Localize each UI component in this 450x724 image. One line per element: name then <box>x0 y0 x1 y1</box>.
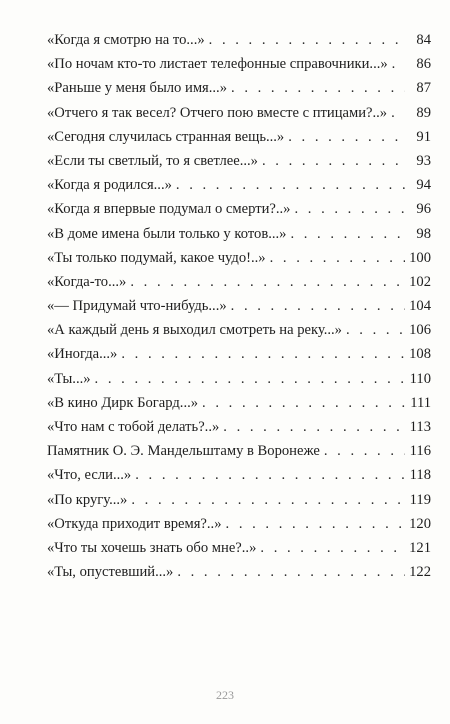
toc-entry <box>47 149 431 173</box>
dot-leader <box>226 512 405 536</box>
toc-entry-page: 86 <box>416 56 431 73</box>
dot-leader <box>262 149 405 173</box>
dot-leader <box>324 439 405 463</box>
toc-entry <box>47 415 431 439</box>
toc-entry-page: 104 <box>409 298 431 315</box>
toc-entry-page: 89 <box>416 104 431 121</box>
toc-entry <box>47 173 431 197</box>
toc-entry-page: 91 <box>416 128 431 145</box>
toc-entry <box>47 439 431 463</box>
toc-entry-title: «Ты только подумай, какое чудо!..» <box>47 249 266 266</box>
toc-entry-title: «Раньше у меня было имя...» <box>47 80 228 97</box>
toc-entry-title: «Когда я смотрю на то...» <box>47 32 205 48</box>
dot-leader <box>202 391 405 415</box>
toc-entry <box>47 222 431 246</box>
dot-leader <box>346 318 405 342</box>
toc-entry-page: 108 <box>409 346 431 363</box>
toc-entry <box>47 270 431 294</box>
dot-leader <box>260 536 405 560</box>
toc-entry-page: 94 <box>416 177 431 194</box>
toc-entry <box>47 367 431 391</box>
toc-entry-page: 93 <box>416 152 431 169</box>
toc-entry-page: 110 <box>409 370 431 387</box>
dot-leader <box>231 76 405 100</box>
dot-leader <box>176 173 405 197</box>
toc-entry-page: 118 <box>409 467 431 484</box>
toc-entry-page: 113 <box>409 419 431 435</box>
page-number: 223 <box>216 688 234 702</box>
toc-entry-title: «Если ты светлый, то я светлее...» <box>47 152 258 169</box>
dot-leader <box>95 367 405 391</box>
toc-entry <box>47 294 431 318</box>
toc-entry-title: «Откуда приходит время?..» <box>47 515 222 532</box>
toc-entry-page: 102 <box>409 273 431 290</box>
toc-entry-title: «Что нам с тобой делать?..» <box>47 419 220 435</box>
toc-entry <box>47 342 431 366</box>
toc-entry-title: «А каждый день я выходил смотреть на реку...» <box>47 322 342 339</box>
toc-entry-page: 120 <box>409 515 431 532</box>
toc-entry-title: «Иногда...» <box>47 346 118 363</box>
toc-entry-title: «Когда я родился...» <box>47 177 172 194</box>
toc-entry-title: «В доме имена были только у котов...» <box>47 225 287 242</box>
dot-leader <box>270 246 405 270</box>
dot-leader <box>231 294 405 318</box>
toc-entry-title: «Что, если...» <box>47 467 132 484</box>
toc-entry-title: «— Придумай что-нибудь...» <box>47 298 227 315</box>
toc-entry-page: 111 <box>410 394 431 411</box>
dot-leader <box>131 488 405 512</box>
toc-entry <box>47 101 431 125</box>
dot-leader <box>223 415 405 439</box>
toc-entry <box>47 52 431 76</box>
dot-leader <box>290 222 405 246</box>
toc-entry <box>47 463 431 487</box>
toc-entry <box>47 560 431 584</box>
toc-entry-title: «По кругу...» <box>47 491 128 508</box>
dot-leader <box>209 28 405 52</box>
toc-entry <box>47 536 431 560</box>
toc-entry-page: 122 <box>409 564 431 581</box>
toc-entry-title: «Ты...» <box>47 370 91 387</box>
toc-entry <box>47 391 431 415</box>
dot-leader <box>135 463 405 487</box>
toc-entry-title: «Когда-то...» <box>47 273 127 290</box>
toc-entry-page: 87 <box>416 80 431 97</box>
toc-entry <box>47 318 431 342</box>
toc-entry-page: 106 <box>409 322 431 339</box>
dot-leader <box>121 342 405 366</box>
toc-entry-page: 98 <box>416 225 431 242</box>
toc-entry-page: 119 <box>409 491 431 508</box>
toc-entry <box>47 76 431 100</box>
dot-leader <box>294 197 405 221</box>
toc-entry-title: «Когда я впервые подумал о смерти?..» <box>47 201 291 218</box>
toc-entry-page: 84 <box>416 32 431 48</box>
dot-leader <box>391 101 405 125</box>
toc-entry-title: «Ты, опустевший...» <box>47 564 174 581</box>
dot-leader <box>130 270 405 294</box>
toc-entry-title: Памятник О. Э. Мандельштаму в Воронеже <box>47 443 320 460</box>
toc-entry <box>47 512 431 536</box>
toc-entry <box>47 197 431 221</box>
toc-entry-title: «В кино Дирк Богард...» <box>47 394 199 411</box>
toc-entry <box>47 125 431 149</box>
toc-entry-title: «По ночам кто-то листает телефонные справочники...» <box>47 56 388 73</box>
dot-leader <box>177 560 405 584</box>
toc-entry-title: «Отчего я так весел? Отчего пою вместе с птицами?..» <box>47 104 388 121</box>
dot-leader <box>288 125 405 149</box>
toc-entry <box>47 28 431 52</box>
toc-entry-title: «Сегодня случилась странная вещь...» <box>47 128 285 145</box>
toc-entry-page: 100 <box>409 249 431 266</box>
toc-entry <box>47 246 431 270</box>
dot-leader <box>392 52 405 76</box>
toc-entry-page: 116 <box>409 443 431 460</box>
toc-entry-page: 96 <box>416 201 431 218</box>
toc-entry <box>47 488 431 512</box>
toc-entry-page: 121 <box>409 539 431 556</box>
table-of-contents <box>47 28 431 584</box>
toc-entry-title: «Что ты хочешь знать обо мне?..» <box>47 539 257 556</box>
